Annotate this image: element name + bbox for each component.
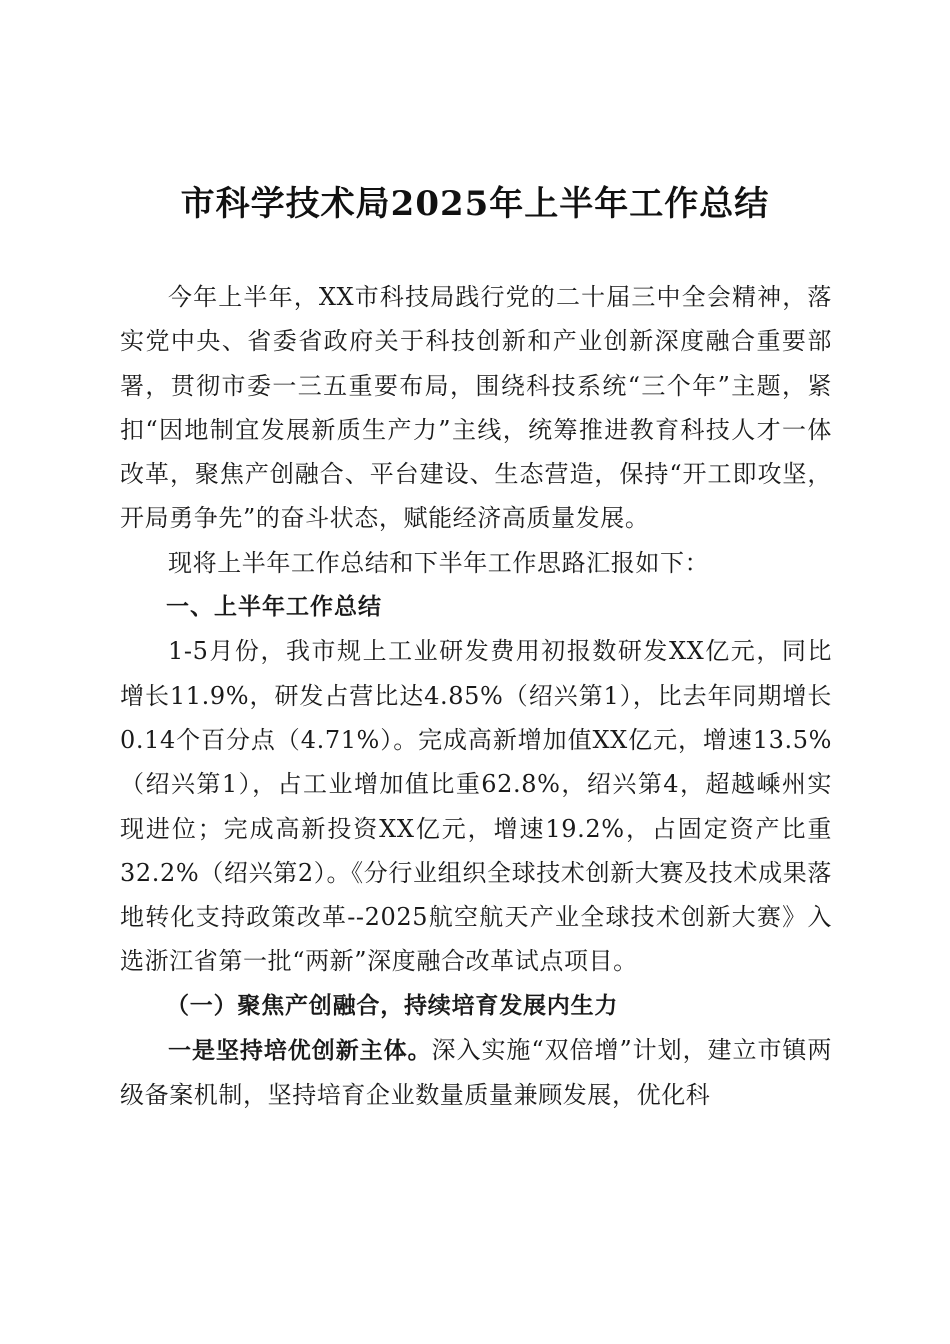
section-heading: 一、上半年工作总结 <box>166 594 382 621</box>
item-paragraph <box>120 1028 832 1118</box>
item-lead: 一是坚持培优创新主体。 <box>168 1038 432 1065</box>
section-summary-paragraph: 1-5月份，我市规上工业研发费用初报数研发XX亿元，同比增长11.9%，研发占营比达4.85%（绍兴第1），比去年同期增长0.14个百分点（4.71%）。完成高新增加值XX亿元，增速13.5%（绍兴第1），占工业增加值比重62.8%，绍兴第4，超越嵊州实现进位；完成高新投资XX亿元，增速19.2%，占固定资产比重32.2%（绍兴第2）。《分行业组织全球技术创新大赛及技术成果落地转化支持政策改革--2025航空航天产业全球技术创新大赛》入选浙江省第一批“两新”深度融合改革试点项目。 <box>120 637 832 976</box>
report-intro-paragraph: 现将上半年工作总结和下半年工作思路汇报如下： <box>168 548 710 577</box>
item-text: 深入实施“双倍增”计划，建立市镇两级备案机制，坚持培育企业数量质量兼顾发展，优化科 <box>120 1036 832 1110</box>
subsection-heading: （一）聚焦产创融合，持续培育发展内生力 <box>166 991 619 1019</box>
document-body <box>120 275 832 1118</box>
intro-paragraph: 今年上半年，XX市科技局践行党的二十届三中全会精神，落实党中央、省委省政府关于科技创新和产业创新深度融合重要部署，贯彻市委一三五重要布局，围绕科技系统“三个年”主题，紧扣“因地制宜发展新质生产力”主线，统筹推进教育科技人才一体改革，聚焦产创融合、平台建设、生态营造，保持“开工即攻坚，开局勇争先”的奋斗状态，赋能经济高质量发展。 <box>120 283 832 533</box>
document-title: 市科学技术局2025年上半年工作总结 <box>180 184 770 224</box>
